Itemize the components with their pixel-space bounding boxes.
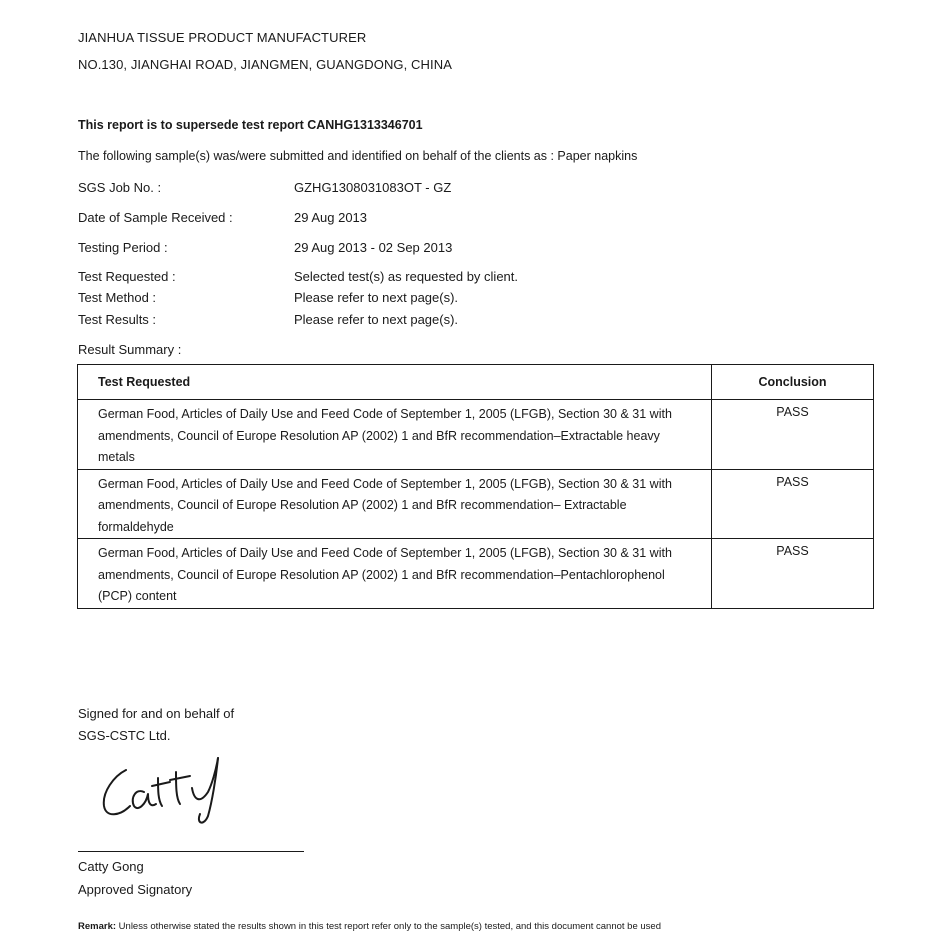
remark-footer — [78, 921, 661, 932]
field-label-test-requested: Test Requested : — [78, 269, 176, 284]
table-header-row — [78, 365, 874, 400]
result-summary-table — [77, 364, 874, 609]
test-requested-cell: German Food, Articles of Daily Use and Feed Code of September 1, 2005 (LFGB), Section 30 & 31 with amendments, Council of Europe Resolution AP (2002) 1 and BfR recommendation– Extractable formaldehyde — [78, 469, 712, 539]
test-requested-cell: German Food, Articles of Daily Use and Feed Code of September 1, 2005 (LFGB), Section 30 & 31 with amendments, Council of Europe Resolution AP (2002) 1 and BfR recommendation–Pentachlorophenol (PCP) content — [78, 539, 712, 609]
field-value-job-no: GZHG1308031083OT - GZ — [294, 180, 452, 195]
signed-for-line2: SGS-CSTC Ltd. — [78, 728, 171, 743]
conclusion-cell: PASS — [712, 539, 874, 609]
field-label-job-no: SGS Job No. : — [78, 180, 162, 195]
handwritten-signature — [96, 748, 256, 828]
table-row — [78, 469, 874, 539]
field-value-date-received: 29 Aug 2013 — [294, 210, 368, 225]
signed-for-line1: Signed for and on behalf of — [78, 706, 235, 721]
field-value-test-requested: Selected test(s) as requested by client. — [294, 269, 519, 284]
column-header-conclusion: Conclusion — [712, 365, 874, 400]
column-header-test-requested: Test Requested — [78, 365, 712, 400]
signatory-title: Approved Signatory — [78, 882, 193, 897]
remark-label: Remark: — [78, 921, 117, 932]
remark-text: Unless otherwise stated the results shown in this test report refer only to the sample(s) tested, and this document cannot be used — [118, 921, 661, 932]
field-label-date-received: Date of Sample Received : — [78, 210, 233, 225]
company-name: JIANHUA TISSUE PRODUCT MANUFACTURER — [78, 30, 367, 45]
field-value-testing-period: 29 Aug 2013 - 02 Sep 2013 — [294, 240, 453, 255]
conclusion-cell: PASS — [712, 469, 874, 539]
sample-statement: The following sample(s) was/were submitted and identified on behalf of the clients as : Paper napkins — [78, 149, 638, 163]
table-row — [78, 539, 874, 609]
field-value-test-results: Please refer to next page(s). — [294, 312, 459, 327]
supersede-notice: This report is to supersede test report CANHG1313346701 — [78, 118, 423, 132]
company-address: NO.130, JIANGHAI ROAD, JIANGMEN, GUANGDONG, CHINA — [78, 57, 453, 72]
signatory-name: Catty Gong — [78, 859, 144, 874]
field-label-testing-period: Testing Period : — [78, 240, 168, 255]
test-requested-cell: German Food, Articles of Daily Use and Feed Code of September 1, 2005 (LFGB), Section 30 & 31 with amendments, Council of Europe Resolution AP (2002) 1 and BfR recommendation–Extractable heavy metals — [78, 400, 712, 470]
field-label-test-results: Test Results : — [78, 312, 157, 327]
field-label-test-method: Test Method : — [78, 290, 157, 305]
conclusion-cell: PASS — [712, 400, 874, 470]
result-summary-label: Result Summary : — [78, 342, 182, 357]
table-row — [78, 400, 874, 470]
field-value-test-method: Please refer to next page(s). — [294, 290, 459, 305]
signature-line — [78, 851, 304, 852]
